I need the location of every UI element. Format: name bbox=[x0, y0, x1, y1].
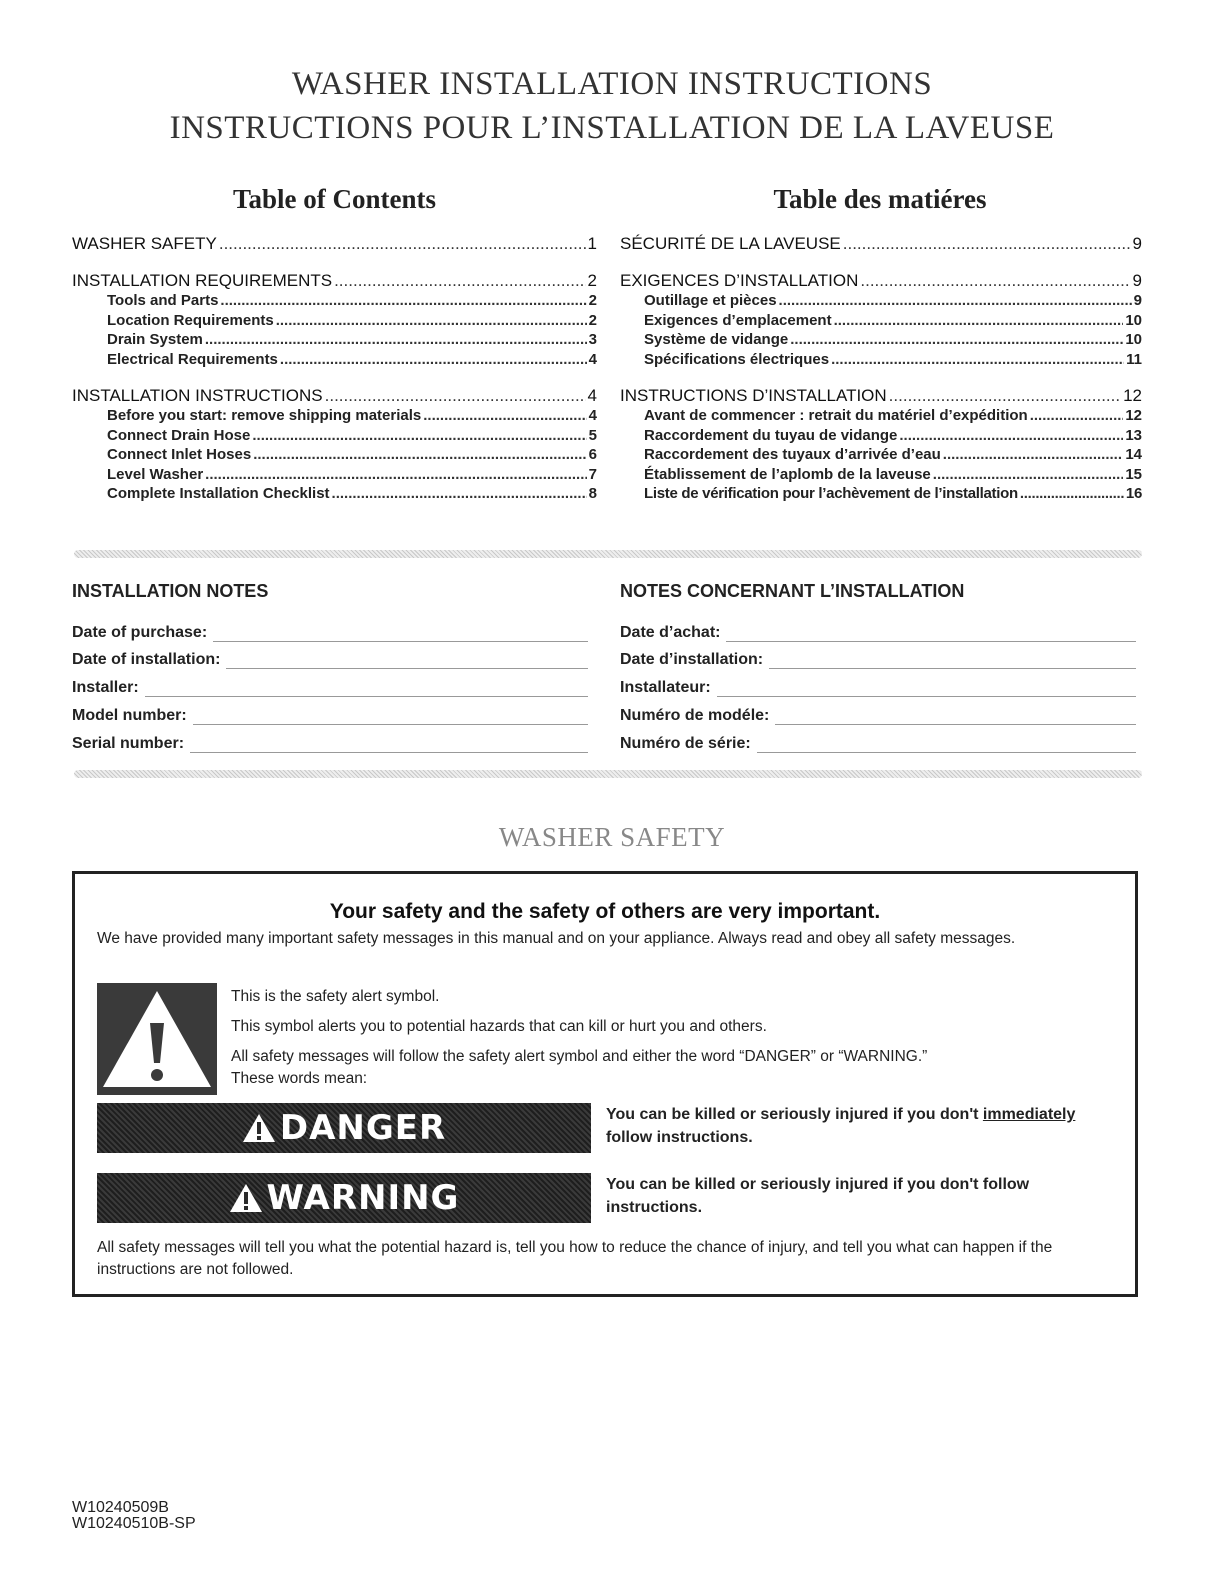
toc-entry[interactable]: INSTALLATION INSTRUCTIONS ..... 4 bbox=[72, 386, 597, 406]
part-number-sp: W10240510B-SP bbox=[72, 1515, 196, 1532]
toc-subentry[interactable]: Établissement de l’aplomb de la laveuse ..... 15 bbox=[620, 465, 1142, 485]
note-field[interactable]: Numéro de modéle: bbox=[620, 703, 1136, 725]
safety-alert-symbol bbox=[97, 983, 217, 1095]
title-english: WASHER INSTALLATION INSTRUCTIONS bbox=[291, 66, 933, 102]
toc-subentry[interactable]: Level Washer ..... 7 bbox=[72, 465, 597, 485]
toc-subentry[interactable]: Raccordement des tuyaux d’arrivée d’eau ..... 14 bbox=[620, 445, 1142, 465]
symbol-line: All safety messages will follow the safety alert symbol and either the word “DANGER” or “WARNING.” bbox=[231, 1048, 928, 1065]
note-field[interactable]: Date of installation: bbox=[72, 647, 588, 669]
note-field[interactable]: Serial number: bbox=[72, 731, 588, 753]
toc-subentry[interactable]: Raccordement du tuyau de vidange ..... 13 bbox=[620, 426, 1142, 446]
toc-subentry[interactable]: Liste de vérification pour l’achèvement de l’installation ..... 16 bbox=[620, 484, 1142, 504]
alert-triangle-icon bbox=[97, 983, 217, 1095]
notes-heading-fr: NOTES CONCERNANT L’INSTALLATION bbox=[620, 581, 965, 601]
toc-subentry[interactable]: Connect Inlet Hoses ..... 6 bbox=[72, 445, 597, 465]
note-field[interactable]: Date of purchase: bbox=[72, 620, 588, 642]
safety-headline: Your safety and the safety of others are very important. bbox=[329, 900, 881, 923]
divider-band bbox=[74, 550, 1142, 558]
toc-subentry[interactable]: Système de vidange ..... 10 bbox=[620, 330, 1142, 350]
warning-alert-icon bbox=[229, 1183, 263, 1213]
toc-subentry[interactable]: Tools and Parts ..... 2 bbox=[72, 291, 597, 311]
toc-subentry[interactable]: Outillage et pièces ..... 9 bbox=[620, 291, 1142, 311]
note-field[interactable]: Model number: bbox=[72, 703, 588, 725]
symbol-line: This symbol alerts you to potential hazards that can kill or hurt you and others. bbox=[231, 1018, 767, 1035]
danger-label: DANGER bbox=[279, 1108, 447, 1148]
safety-closing: All safety messages will tell you what the potential hazard is, tell you how to reduce the chance of injury, and tell you what can happen if the instructions are not followed. bbox=[97, 1239, 1053, 1278]
toc-subentry[interactable]: Spécifications électriques ..... 11 bbox=[620, 350, 1142, 370]
note-field[interactable]: Installer: bbox=[72, 675, 588, 697]
symbol-line: These words mean: bbox=[231, 1070, 368, 1087]
toc-entry[interactable]: WASHER SAFETY ..... 1 bbox=[72, 234, 597, 254]
toc-heading-en: Table of Contents bbox=[232, 184, 437, 214]
toc-subentry[interactable]: Electrical Requirements ..... 4 bbox=[72, 350, 597, 370]
toc-entry[interactable]: SÉCURITÉ DE LA LAVEUSE ..... 9 bbox=[620, 234, 1142, 254]
toc-heading-fr: Table des matiéres bbox=[773, 184, 987, 214]
toc-english bbox=[72, 234, 597, 504]
toc-subentry[interactable]: Connect Drain Hose ..... 5 bbox=[72, 426, 597, 446]
danger-signal-bar bbox=[97, 1103, 591, 1153]
toc-subentry[interactable]: Avant de commencer : retrait du matériel d’expédition ..... 12 bbox=[620, 406, 1142, 426]
title-french: INSTRUCTIONS POUR L’INSTALLATION DE LA LAVEUSE bbox=[169, 110, 1055, 146]
toc-subentry[interactable]: Location Requirements ..... 2 bbox=[72, 311, 597, 331]
note-field[interactable]: Date d’installation: bbox=[620, 647, 1136, 669]
toc-subentry[interactable]: Drain System ..... 3 bbox=[72, 330, 597, 350]
danger-alert-icon bbox=[242, 1113, 276, 1143]
symbol-line: This is the safety alert symbol. bbox=[231, 988, 440, 1005]
toc-subentry[interactable]: Exigences d’emplacement ..... 10 bbox=[620, 311, 1142, 331]
danger-text: You can be killed or seriously injured if you don't immediately follow instructions. bbox=[606, 1106, 1076, 1146]
warning-text: You can be killed or seriously injured if you don't follow instructions. bbox=[606, 1176, 1030, 1216]
toc-entry[interactable]: EXIGENCES D’INSTALLATION ..... 9 bbox=[620, 271, 1142, 291]
notes-heading-en: INSTALLATION NOTES bbox=[72, 581, 269, 601]
toc-entry[interactable]: INSTALLATION REQUIREMENTS ..... 2 bbox=[72, 271, 597, 291]
note-field[interactable]: Numéro de série: bbox=[620, 731, 1136, 753]
warning-label: WARNING bbox=[266, 1178, 460, 1218]
note-field[interactable]: Date d’achat: bbox=[620, 620, 1136, 642]
safety-intro: We have provided many important safety messages in this manual and on your appliance. Always read and obey all safety messages. bbox=[97, 930, 1016, 947]
toc-subentry[interactable]: Complete Installation Checklist ..... 8 bbox=[72, 484, 597, 504]
divider-band bbox=[74, 770, 1142, 778]
toc-french bbox=[620, 234, 1142, 504]
note-field[interactable]: Installateur: bbox=[620, 675, 1136, 697]
toc-entry[interactable]: INSTRUCTIONS D’INSTALLATION ..... 12 bbox=[620, 386, 1142, 406]
toc-subentry[interactable]: Before you start: remove shipping materials ..... 4 bbox=[72, 406, 597, 426]
washer-safety-title: WASHER SAFETY bbox=[498, 822, 726, 852]
part-number: W10240509B bbox=[72, 1499, 169, 1516]
safety-box bbox=[72, 871, 1138, 1297]
warning-signal-bar bbox=[97, 1173, 591, 1223]
